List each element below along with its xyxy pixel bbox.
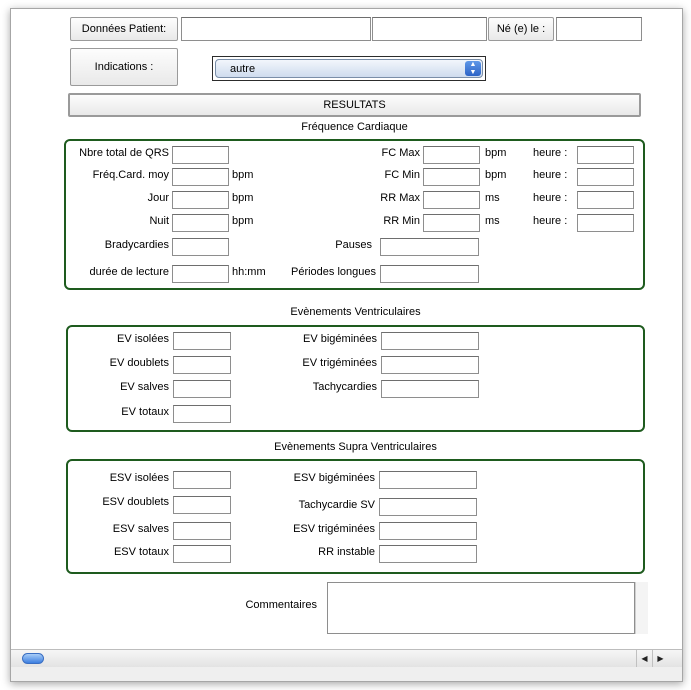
esv-salves-field[interactable] <box>173 522 231 540</box>
pauses-field[interactable] <box>380 238 479 256</box>
jour-label: Jour <box>147 192 169 204</box>
periodes-label: Périodes longues <box>290 266 376 278</box>
ev-title: Evènements Ventriculaires <box>290 306 421 318</box>
horizontal-scrollbar[interactable] <box>11 649 682 667</box>
ev-salves-field[interactable] <box>173 380 231 398</box>
nbre-qrs-field[interactable] <box>172 146 229 164</box>
form-window <box>10 8 683 682</box>
esv-rr-instable-label: RR instable <box>318 546 375 558</box>
ev-tachy-label: Tachycardies <box>312 381 377 393</box>
heure-label-3: heure : <box>533 192 568 204</box>
window-bottom-bar <box>11 667 682 681</box>
nuit-unit: bpm <box>232 215 254 227</box>
rr-min-label: RR Min <box>383 215 420 227</box>
fc-title: Fréquence Cardiaque <box>301 121 408 133</box>
fc-max-label: FC Max <box>381 147 420 159</box>
heure-field-2[interactable] <box>577 168 634 186</box>
esv-rr-instable-field[interactable] <box>379 545 477 563</box>
nbre-qrs-label: Nbre total de QRS <box>79 147 169 159</box>
ev-doublets-field[interactable] <box>173 356 231 374</box>
patient-name-field[interactable] <box>181 17 371 41</box>
esv-trigeminees-field[interactable] <box>379 522 477 540</box>
indications-select-inner[interactable] <box>215 59 483 78</box>
rr-min-field[interactable] <box>423 214 480 232</box>
ev-trigeminees-label: EV trigéminées <box>302 357 377 369</box>
heure-label-2: heure : <box>533 169 568 181</box>
rr-max-field[interactable] <box>423 191 480 209</box>
freq-moy-label: Fréq.Card. moy <box>92 169 169 181</box>
indications-label: Indications : <box>94 61 154 73</box>
esv-salves-label: ESV salves <box>112 523 169 535</box>
ev-totaux-label: EV totaux <box>121 406 169 418</box>
indications-select[interactable] <box>212 56 486 81</box>
ev-tachy-field[interactable] <box>381 380 479 398</box>
arrow-left-icon[interactable]: ◀ <box>636 650 652 667</box>
heure-field-1[interactable] <box>577 146 634 164</box>
fc-min-field[interactable] <box>423 168 480 186</box>
born-label-box <box>488 17 554 41</box>
up-down-arrows-icon[interactable]: ▲ ▼ <box>465 61 481 76</box>
patient-data-label: Données Patient: <box>81 23 167 35</box>
indications-value: autre <box>230 62 256 75</box>
ev-salves-label: EV salves <box>120 381 169 393</box>
ev-isolees-label: EV isolées <box>117 333 169 345</box>
comments-field[interactable] <box>327 582 635 634</box>
esv-doublets-field[interactable] <box>173 496 231 514</box>
comments-label: Commentaires <box>245 599 317 611</box>
jour-unit: bpm <box>232 192 254 204</box>
comments-vertical-scrollbar[interactable] <box>635 582 648 634</box>
patient-firstname-field[interactable] <box>372 17 487 41</box>
heure-field-4[interactable] <box>577 214 634 232</box>
esv-tachy-sv-label: Tachycardie SV <box>298 499 375 511</box>
ev-bigeminees-field[interactable] <box>381 332 479 350</box>
esv-totaux-label: ESV totaux <box>113 546 169 558</box>
fc-max-field[interactable] <box>423 146 480 164</box>
fc-min-unit: bpm <box>485 169 507 181</box>
esv-isolees-field[interactable] <box>173 471 231 489</box>
esv-trigeminees-label: ESV trigéminées <box>293 523 375 535</box>
rr-max-label: RR Max <box>380 192 420 204</box>
duree-label: durée de lecture <box>89 266 169 278</box>
rr-min-unit: ms <box>485 215 500 227</box>
indications-label-box <box>70 48 178 86</box>
nuit-field[interactable] <box>172 214 229 232</box>
birth-date-field[interactable] <box>556 17 642 41</box>
heure-label-1: heure : <box>533 147 568 159</box>
results-bar <box>68 93 641 117</box>
esv-isolees-label: ESV isolées <box>109 472 169 484</box>
esv-bigeminees-label: ESV bigéminées <box>293 472 375 484</box>
ev-isolees-field[interactable] <box>173 332 231 350</box>
brady-label: Bradycardies <box>104 239 169 251</box>
ev-trigeminees-field[interactable] <box>381 356 479 374</box>
fc-max-unit: bpm <box>485 147 507 159</box>
rr-max-unit: ms <box>485 192 500 204</box>
patient-data-label-box <box>70 17 178 41</box>
ev-totaux-field[interactable] <box>173 405 231 423</box>
esv-bigeminees-field[interactable] <box>379 471 477 489</box>
results-label: RESULTATS <box>323 99 386 111</box>
arrow-right-icon[interactable]: ▶ <box>652 650 668 667</box>
esv-tachy-sv-field[interactable] <box>379 498 477 516</box>
ev-doublets-label: EV doublets <box>109 357 169 369</box>
born-label: Né (e) le : <box>496 23 546 35</box>
duree-field[interactable] <box>172 265 229 283</box>
heure-label-4: heure : <box>533 215 568 227</box>
freq-moy-unit: bpm <box>232 169 254 181</box>
freq-moy-field[interactable] <box>172 168 229 186</box>
ev-bigeminees-label: EV bigéminées <box>303 333 377 345</box>
scroll-thumb[interactable] <box>22 653 44 664</box>
duree-unit: hh:mm <box>232 266 266 278</box>
esv-title: Evènements Supra Ventriculaires <box>274 441 437 453</box>
heure-field-3[interactable] <box>577 191 634 209</box>
nuit-label: Nuit <box>149 215 169 227</box>
pauses-label: Pauses <box>335 239 372 251</box>
jour-field[interactable] <box>172 191 229 209</box>
periodes-field[interactable] <box>380 265 479 283</box>
fc-min-label: FC Min <box>384 169 420 181</box>
brady-field[interactable] <box>172 238 229 256</box>
esv-totaux-field[interactable] <box>173 545 231 563</box>
esv-doublets-label: ESV doublets <box>102 496 169 508</box>
